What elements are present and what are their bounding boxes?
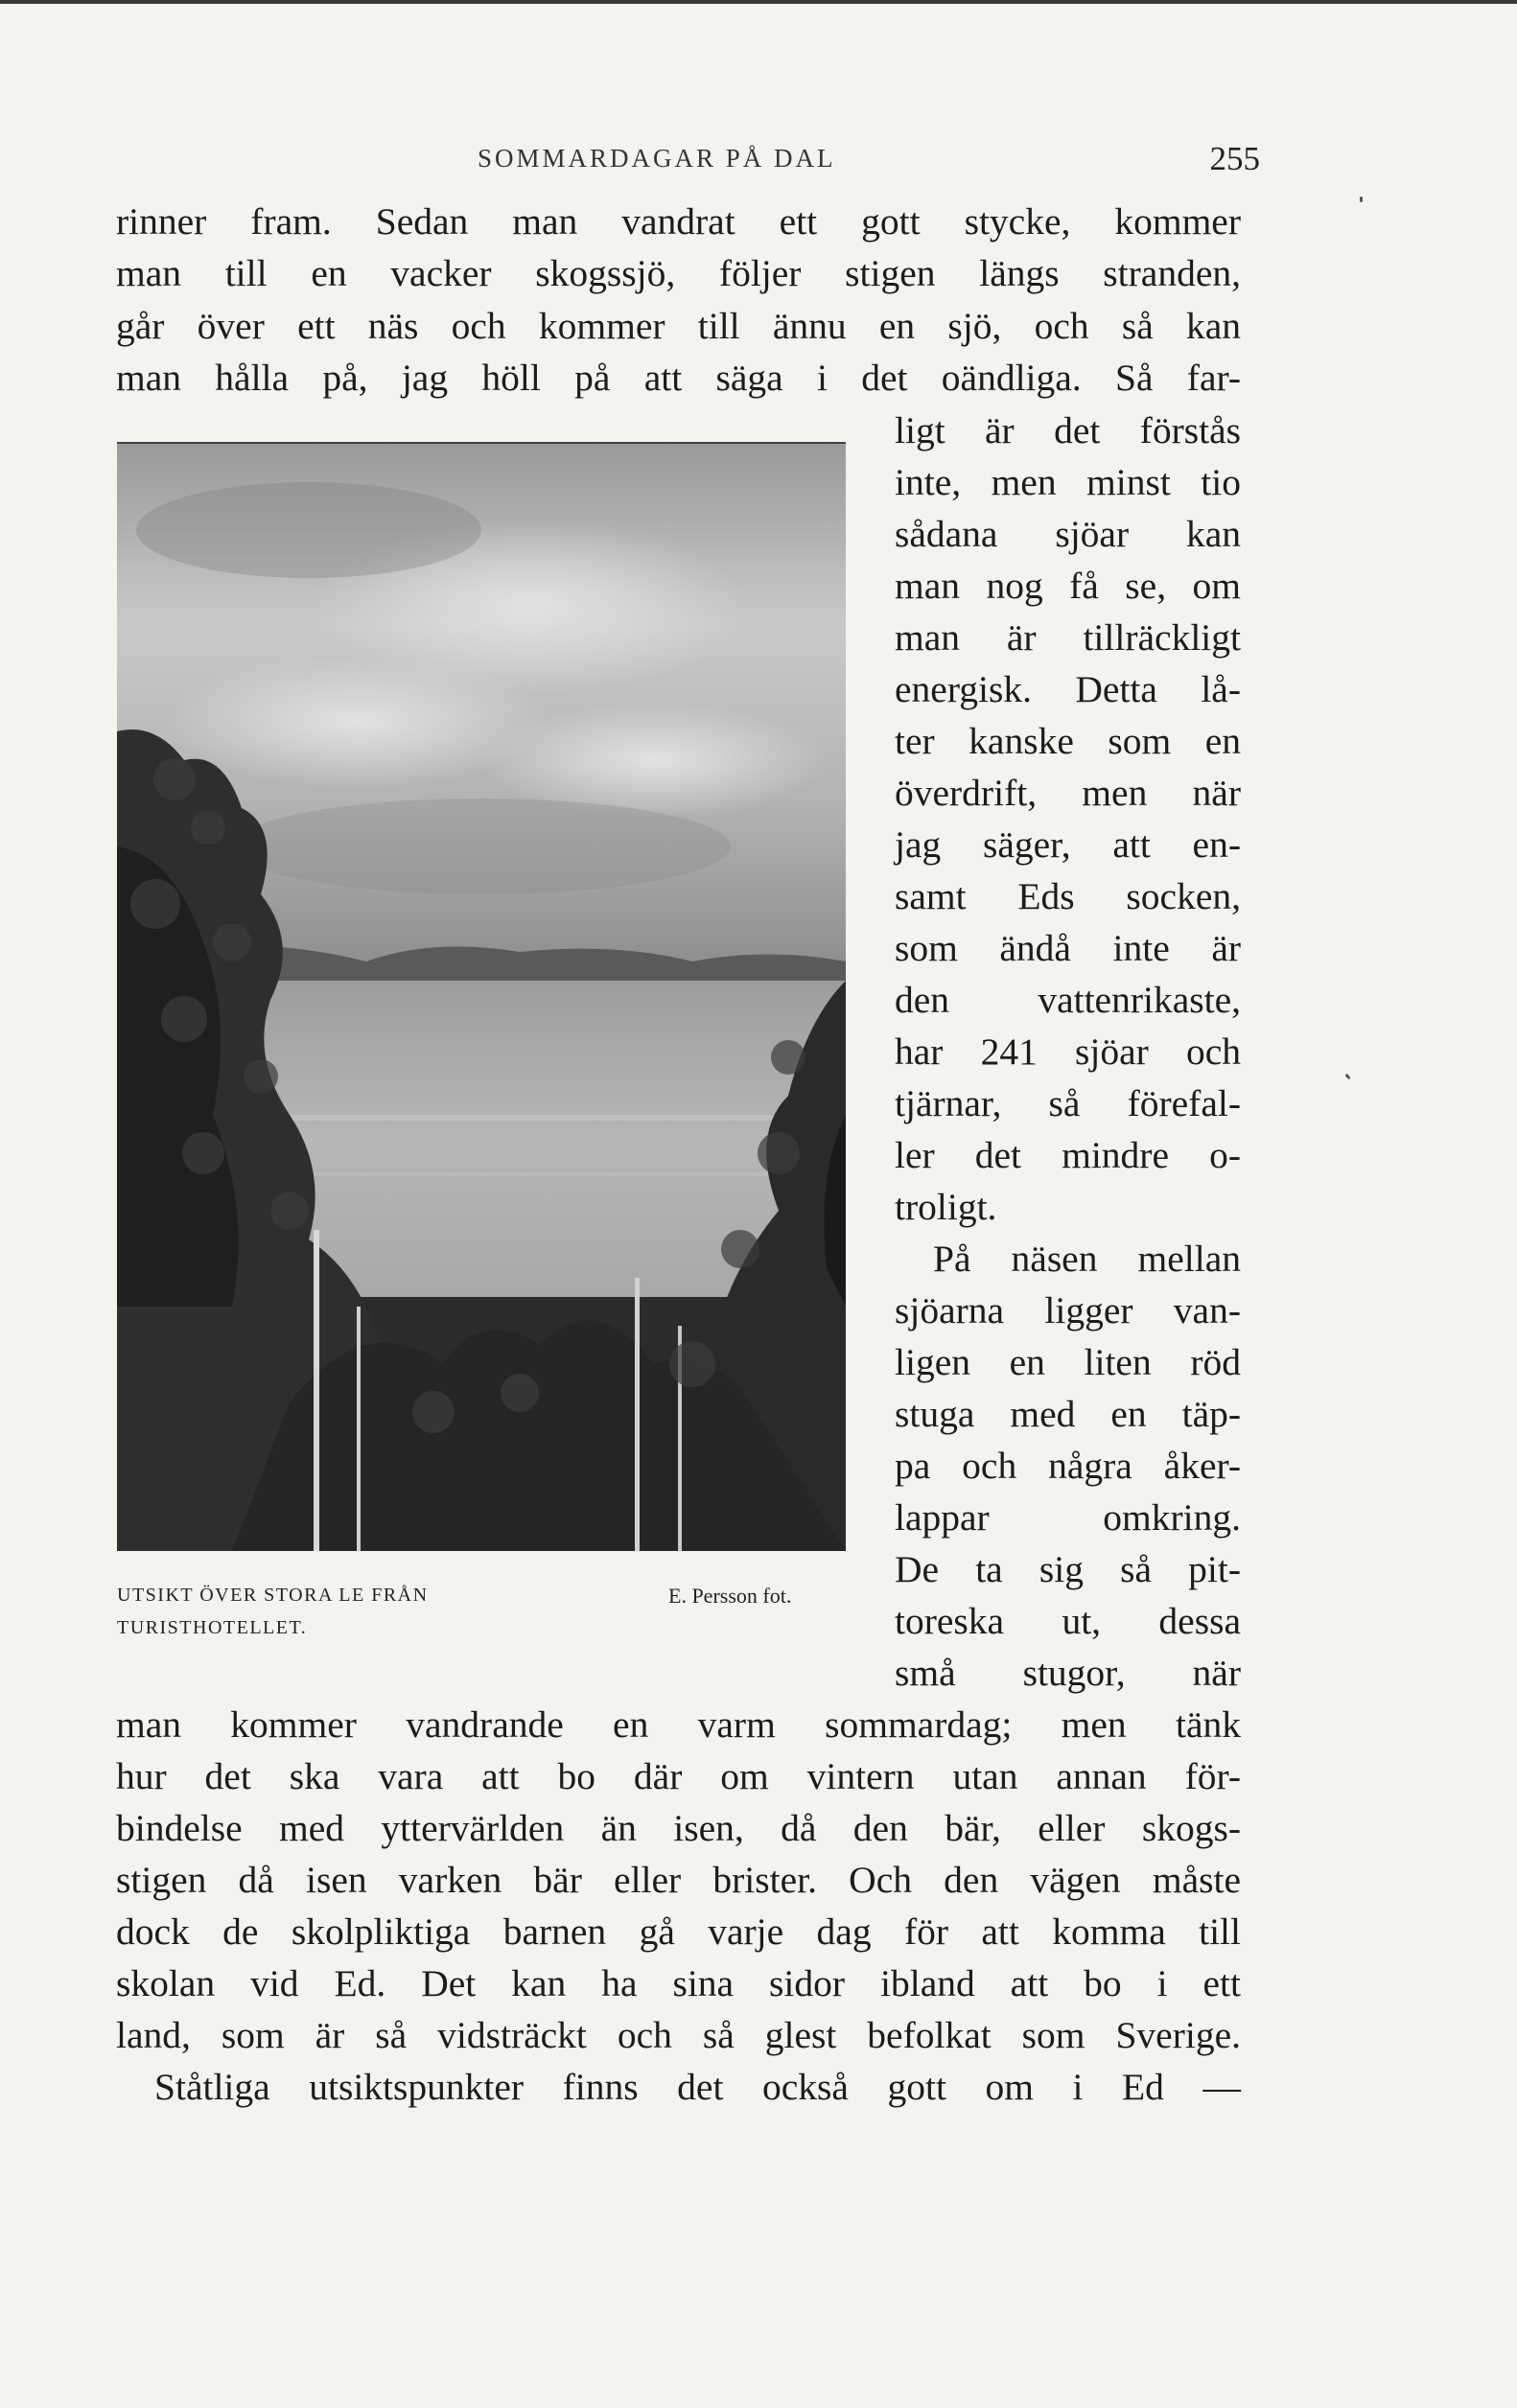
text-line: sådana sjöar kan [895, 513, 1241, 555]
text-line: dock de skolpliktiga barnen gå varje dag för att komma till [116, 1910, 1241, 1953]
text-line: tjärnar, så förefal- [895, 1082, 1241, 1124]
photo-credit: E. Persson fot. [668, 1584, 792, 1608]
text-line: man hålla på, jag höll på att säga i det oändliga. Så far- [116, 357, 1241, 399]
text-line: ler det mindre o- [895, 1134, 1241, 1176]
text-line: toreska ut, dessa [895, 1600, 1241, 1642]
text-line: stuga med en täp- [895, 1393, 1241, 1435]
text-line: man är tillräckligt [895, 616, 1241, 659]
text-line: bindelse med yttervärlden än isen, då den bär, eller skogs- [116, 1807, 1241, 1849]
lake-photograph-image [117, 444, 846, 1551]
text-line: ligt är det förstås [895, 409, 1241, 452]
text-line: ter kanske som en [895, 720, 1241, 762]
lake-photograph [117, 442, 846, 1551]
text-line: som ändå inte är [895, 927, 1241, 969]
text-line: jag säger, att en- [895, 823, 1241, 866]
text-line: rinner fram. Sedan man vandrat ett gott stycke, kommer [116, 200, 1241, 243]
text-line: pa och några åker- [895, 1445, 1241, 1487]
text-line: troligt. [895, 1186, 997, 1228]
page-number: 255 [1209, 140, 1260, 177]
text-line: land, som är så vidsträckt och så glest befolkat som Sverige. [116, 2014, 1241, 2056]
figure-caption-line1: UTSIKT ÖVER STORA LE FRÅN [117, 1585, 429, 1606]
text-line: man kommer vandrande en varm sommardag; men tänk [116, 1703, 1241, 1746]
text-line: man nog få se, om [895, 565, 1241, 607]
text-line: hur det ska vara att bo där om vintern utan annan för- [116, 1755, 1241, 1797]
text-line: ligen en liten röd [895, 1341, 1241, 1383]
figure-caption-line2: TURISTHOTELLET. [117, 1617, 308, 1638]
text-line: små stugor, när [895, 1652, 1241, 1694]
page-top-edge [0, 0, 1517, 4]
text-line: De ta sig så pit- [895, 1548, 1241, 1590]
text-line: samt Eds socken, [895, 875, 1241, 917]
text-line: På näsen mellan [933, 1238, 1241, 1280]
text-line: har 241 sjöar och [895, 1030, 1241, 1073]
text-line: energisk. Detta lå- [895, 668, 1241, 710]
text-line: Ståtliga utsiktspunkter finns det också gott om i Ed — [154, 2066, 1241, 2108]
text-line: skolan vid Ed. Det kan ha sina sidor ibland att bo i ett [116, 1962, 1241, 2004]
text-line: överdrift, men när [895, 772, 1241, 814]
text-line: går över ett näs och kommer till ännu en sjö, och så kan [116, 305, 1241, 347]
scan-speck [1360, 197, 1363, 202]
text-line: den vattenrikaste, [895, 979, 1241, 1021]
text-line: inte, men minst tio [895, 461, 1241, 503]
text-line: stigen då isen varken bär eller brister. Och den vägen måste [116, 1859, 1241, 1901]
text-line: sjöarna ligger van- [895, 1289, 1241, 1331]
text-line: man till en vacker skogssjö, följer stigen längs stranden, [116, 252, 1241, 294]
scan-speck [1344, 1074, 1350, 1080]
running-title: SOMMARDAGAR PÅ DAL [478, 144, 836, 173]
text-line: lappar omkring. [895, 1496, 1241, 1539]
